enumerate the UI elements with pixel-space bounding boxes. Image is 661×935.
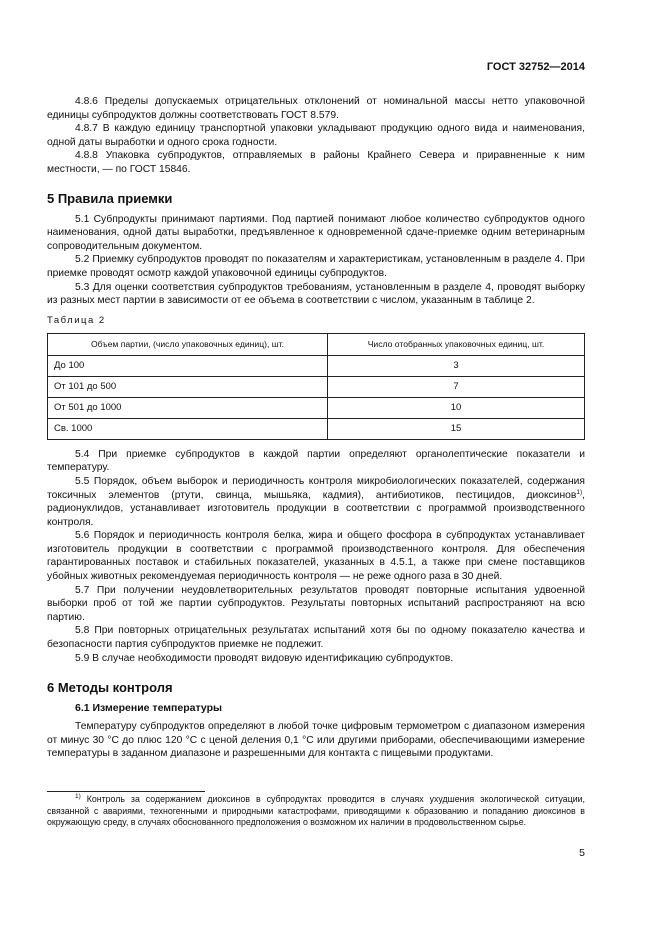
table-cell: 3 xyxy=(328,355,585,376)
table-row xyxy=(48,376,585,397)
paragraph-5-3: 5.3 Для оценки соответствия субпродуктов требованиям, установленным в разделе 4, проводят выборку из разных мест партии в зависимости от ее объема в соответствии с числом, указанным в таблице 2. xyxy=(47,281,585,307)
paragraph-5-7: 5.7 При получении неудовлетворительных результатов проводят повторные испытания удвоенной выборки проб от той же партии субпродуктов. Результаты повторных испытаний распространяют на всю партию. xyxy=(47,584,585,623)
paragraph-5-5-part-1: 5.5 Порядок, объем выборок и периодичность контроля микробиологических показателей, содержания токсичных элементов (ртути, свинца, мышьяка, кадмия), антибиотиков, пестицидов, диоксинов xyxy=(47,475,585,501)
table-cell: 15 xyxy=(328,418,585,439)
paragraph-5-8: 5.8 При повторных отрицательных результатах испытаний хотя бы по одному показателю качества и безопасности партия субпродуктов приемке не подлежит. xyxy=(47,625,585,651)
page-content xyxy=(47,95,585,761)
paragraph-6-1: Температуру субпродуктов определяют в любой точке цифровым термометром с диапазоном измерения от минус 30 °С до плюс 120 °С с ценой деления 0,1 °С или другими приборами, обеспечивающими измерение температуры в заданном диапазоне и разрешенными для контакта с пищевыми продуктами. xyxy=(47,721,585,760)
paragraph-5-1: 5.1 Субпродукты принимают партиями. Под партией понимают любое количество субпродуктов одного наименования, одной даты выработки, предъявленное к одновременной сдаче-приемке одним ветеринарным сопроводительным документом. xyxy=(47,213,585,252)
table-cell: 10 xyxy=(328,397,585,418)
page-number: 5 xyxy=(579,847,585,859)
table-row xyxy=(48,397,585,418)
section-5-title: 5 Правила приемки xyxy=(47,190,173,206)
footnote-text: Контроль за содержанием диоксинов в субпродуктах проводится в случаях ухудшения экологической ситуации, связанной с авариями, техногенными и природными катастрофами, приводящими к образованию и попаданию диоксинов в окружающую среду, в случаях обоснованного предположения о возможном их наличии в продовольственном сырье. xyxy=(47,794,585,828)
table-cell: От 501 до 1000 xyxy=(48,397,328,418)
table-row xyxy=(48,418,585,439)
column-header: Объем партии, (число упаковочных единиц), шт. xyxy=(48,333,328,355)
footnote xyxy=(47,794,585,829)
sampling-table xyxy=(47,333,585,440)
section-6-title: 6 Методы контроля xyxy=(47,680,173,696)
footnote-reference[interactable]: 1) xyxy=(576,488,583,496)
document-code: ГОСТ 32752—2014 xyxy=(486,61,585,73)
paragraph-5-5 xyxy=(47,475,585,529)
table-cell: От 101 до 500 xyxy=(48,376,328,397)
table-cell: До 100 xyxy=(48,355,328,376)
subsection-6-1-title: 6.1 Измерение температуры xyxy=(75,702,222,715)
table-row xyxy=(48,355,585,376)
table-cell: Св. 1000 xyxy=(48,418,328,439)
table-caption: Таблица 2 xyxy=(47,314,106,326)
paragraph-5-2: 5.2 Приемку субпродуктов проводят по показателям и характеристикам, установленным в разделе 4. При приемке проводят осмотр каждой упаковочной единицы субпродуктов. xyxy=(47,254,585,279)
paragraph-5-5-part-2: , радионуклидов, устанавливает изготовитель продукции в соответствии с программой производственного контроля. xyxy=(47,489,585,528)
paragraph-5-6: 5.6 Порядок и периодичность контроля белка, жира и общего фосфора в субпродуктах устанавливает изготовитель продукции в соответствии с программой производственного контроля. Для обеспечения гарантированных поставок и стабильных показателей, указанных в 4.5.1, а также при смене поставщиков убойных животных рекомендуемая периодичность контроля — не реже одного раза в 30 дней. xyxy=(47,530,585,583)
table-cell: 7 xyxy=(328,376,585,397)
footnote-divider xyxy=(47,791,205,792)
footnote-mark: 1) xyxy=(75,793,81,800)
paragraph-4-8-6: 4.8.6 Пределы допускаемых отрицательных отклонений от номинальной массы нетто упаковочной единицы субпродуктов должны соответствовать ГОСТ 8.579. xyxy=(47,96,585,121)
paragraph-5-4: 5.4 При приемке субпродуктов в каждой партии определяют органолептические показатели и температуру. xyxy=(47,448,585,474)
table-header-row xyxy=(48,333,585,355)
paragraph-4-8-7: 4.8.7 В каждую единицу транспортной упаковки укладывают продукцию одного вида и наименования, одной даты выработки и одного срока годности. xyxy=(47,123,585,148)
paragraph-5-9: 5.9 В случае необходимости проводят видовую идентификацию субпродуктов. xyxy=(75,652,454,664)
paragraph-4-8-8: 4.8.8 Упаковка субпродуктов, отправляемых в районы Крайнего Севера и приравненные к ним местности, — по ГОСТ 15846. xyxy=(47,150,585,175)
column-header: Число отобранных упаковочных единиц, шт. xyxy=(328,333,585,355)
